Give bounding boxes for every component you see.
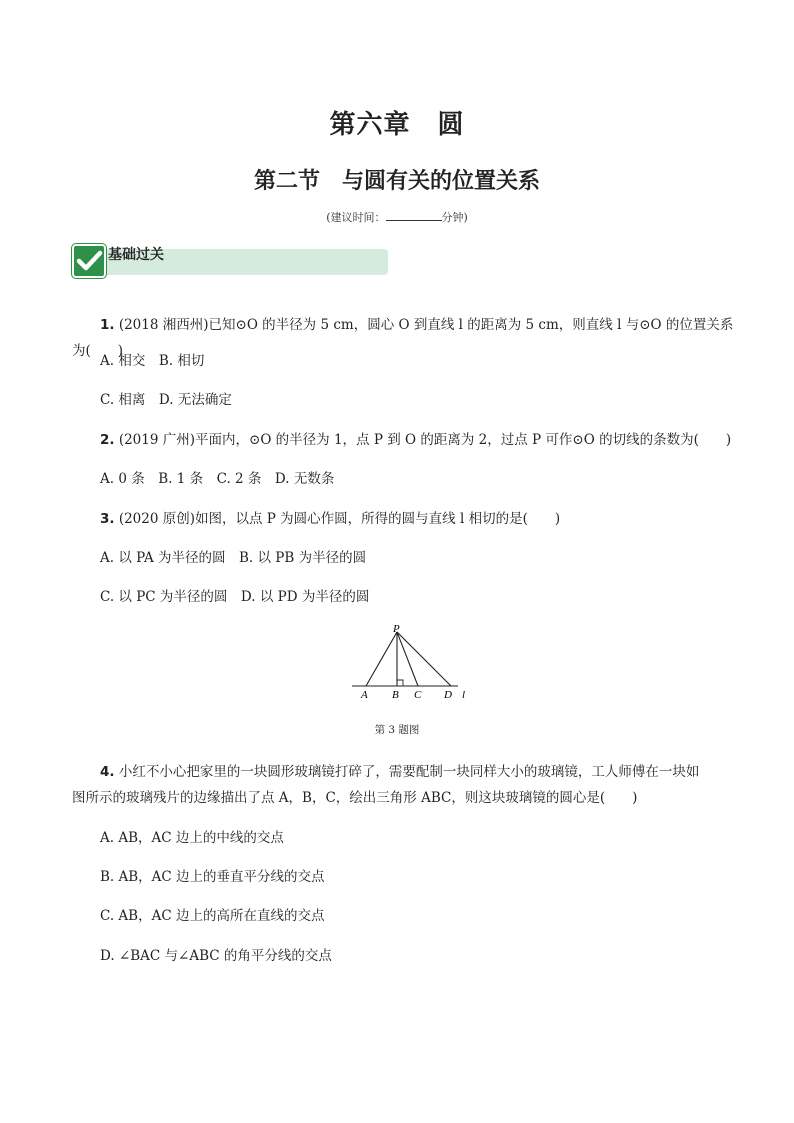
q2-stem xyxy=(100,428,731,448)
suggested-time xyxy=(0,209,794,225)
banner-label: 基础过关 xyxy=(108,247,164,263)
chapter-title: 第六章 圆 xyxy=(329,110,465,140)
q2-text: (2019 广州)平面内，⊙O 的半径为 1，点 P 到 O 的距离为 2，过点 P 可作⊙O 的切线的条数为( ) xyxy=(118,432,732,448)
label-c: C xyxy=(414,689,422,701)
figure-caption: 第 3 题图 xyxy=(374,724,420,736)
q3-text: (2020 原创)如图，以点 P 为圆心作圆，所得的圆与直线 l 相切的是( ) xyxy=(118,511,561,527)
q4-number: 4. xyxy=(100,764,115,780)
q3-number: 3. xyxy=(100,511,115,527)
q2-options[interactable]: A. 0 条 B. 1 条 C. 2 条 D. 无数条 xyxy=(100,471,335,487)
q3-stem xyxy=(100,507,560,527)
q4-stem xyxy=(100,760,699,780)
segment-pc xyxy=(397,632,418,686)
label-b: B xyxy=(392,689,399,701)
time-blank[interactable] xyxy=(386,209,442,221)
q1-options-cd[interactable]: C. 相离 D. 无法确定 xyxy=(100,392,232,408)
q3-figure xyxy=(352,620,482,702)
q3-options-ab[interactable]: A. 以 PA 为半径的圆 B. 以 PB 为半径的圆 xyxy=(100,550,367,566)
check-icon xyxy=(72,244,106,278)
q4-option-d[interactable]: D. ∠BAC 与∠ABC 的角平分线的交点 xyxy=(100,948,332,964)
q1-number: 1. xyxy=(100,317,115,333)
label-a: A xyxy=(361,689,368,701)
q4-option-a[interactable]: A. AB，AC 边上的中线的交点 xyxy=(100,830,284,846)
time-hint-suffix: 分钟) xyxy=(441,211,468,224)
q4-text-cont: 图所示的玻璃残片的边缘描出了点 A，B，C，绘出三角形 ABC，则这块玻璃镜的圆心是( ) xyxy=(72,790,638,806)
label-d: D xyxy=(444,689,452,701)
q1-text-cont: 为( ) xyxy=(72,343,124,359)
time-hint-prefix: (建议时间： xyxy=(326,211,386,224)
q2-number: 2. xyxy=(100,432,115,448)
label-p: P xyxy=(393,623,400,635)
q1-text: (2018 湘西州)已知⊙O 的半径为 5 cm，圆心 O 到直线 l 的距离为 5 cm，则直线 l 与⊙O 的位置关系 xyxy=(118,317,734,333)
section-title: 第二节 与圆有关的位置关系 xyxy=(253,169,540,194)
q3-options-cd[interactable]: C. 以 PC 为半径的圆 D. 以 PD 为半径的圆 xyxy=(100,589,370,605)
segment-pd xyxy=(397,632,451,686)
q4-text: 小红不小心把家里的一块圆形玻璃镜打碎了，需要配制一块同样大小的玻璃镜，工人师傅在一块如 xyxy=(118,764,700,780)
q4-option-b[interactable]: B. AB，AC 边上的垂直平分线的交点 xyxy=(100,869,325,885)
segment-pa xyxy=(366,632,397,686)
q1-options-ab[interactable]: A. 相交 B. 相切 xyxy=(100,353,205,369)
right-angle-mark xyxy=(397,680,403,686)
q1-stem xyxy=(100,313,733,333)
label-l: l xyxy=(462,689,466,701)
q4-option-c[interactable]: C. AB，AC 边上的高所在直线的交点 xyxy=(100,908,325,924)
